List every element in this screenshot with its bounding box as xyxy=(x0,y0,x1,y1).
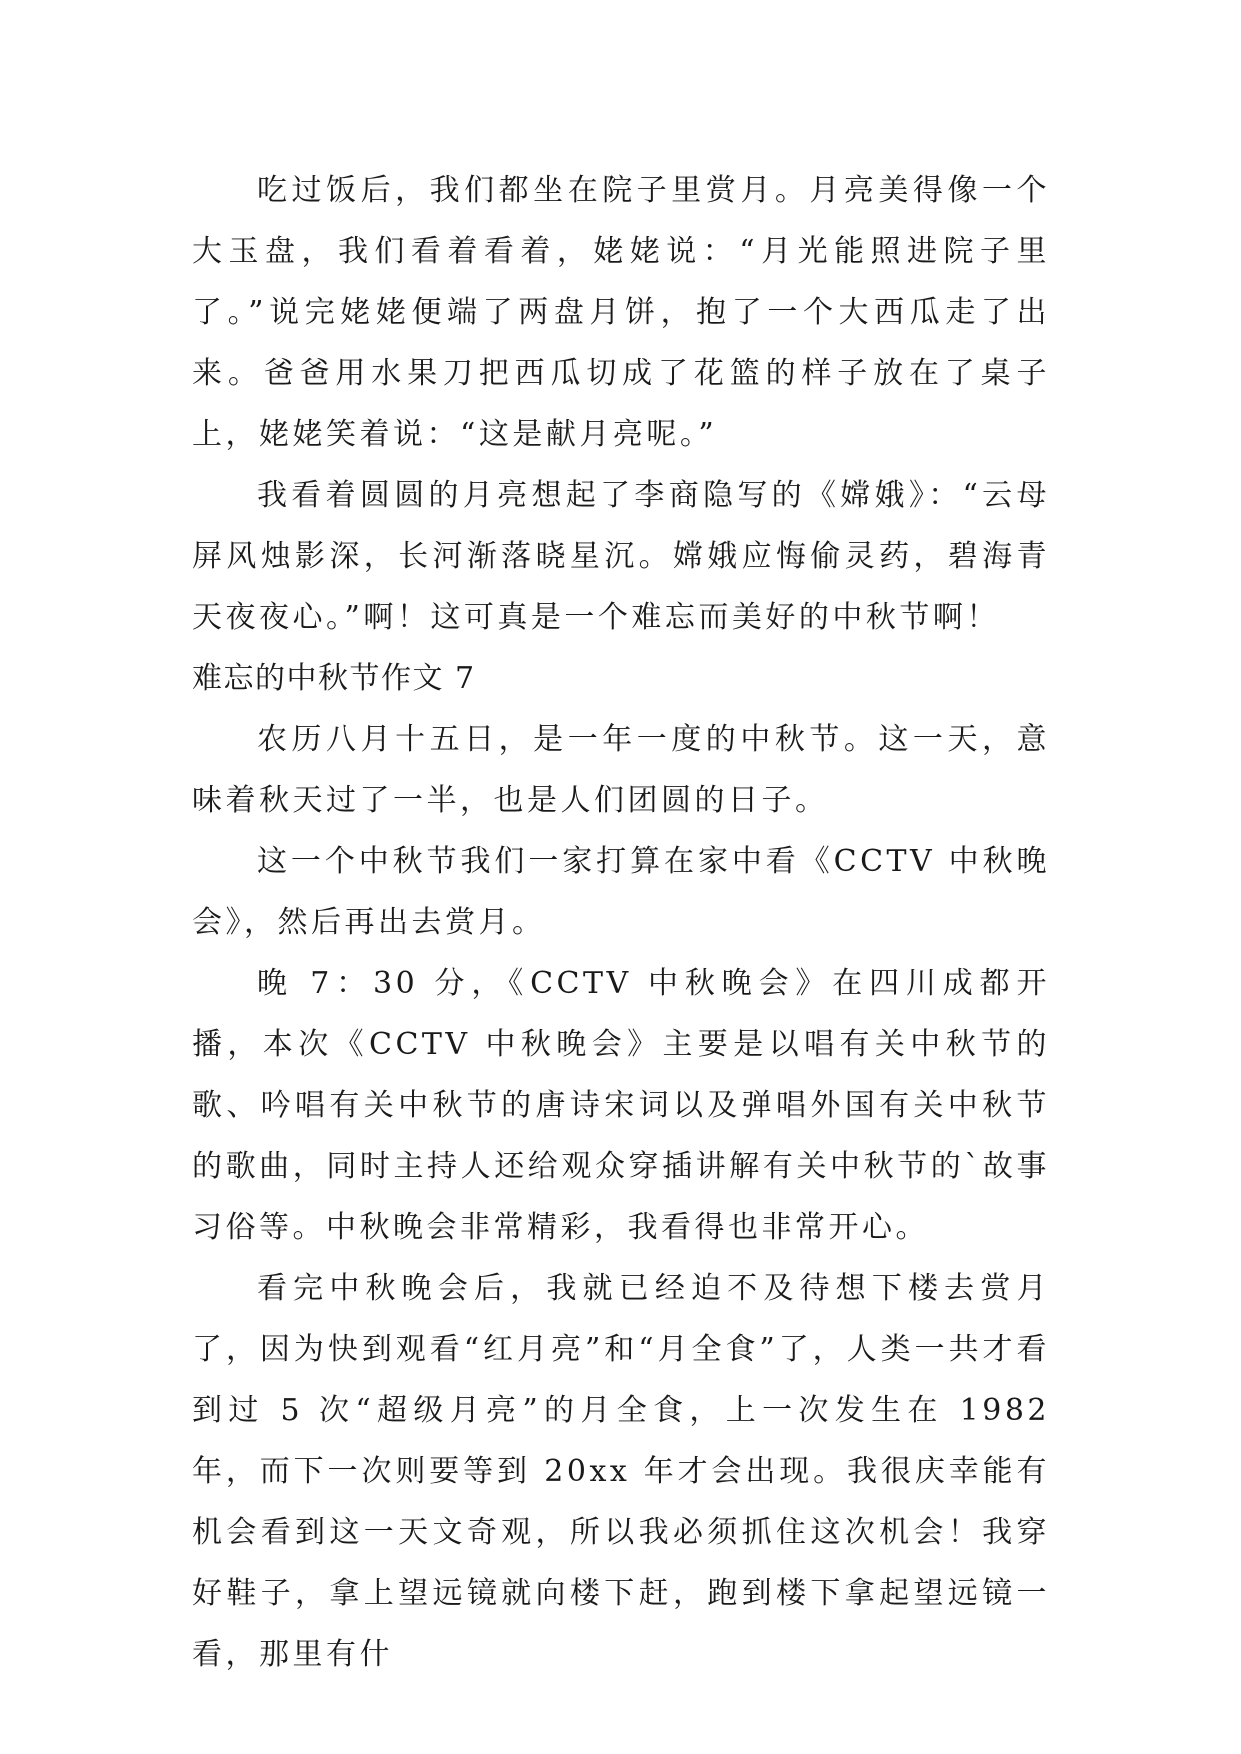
paragraph-5: 晚 7：30 分，《CCTV 中秋晚会》在四川成都开播，本次《CCTV 中秋晚会》主要是以唱有关中秋节的歌、吟唱有关中秋节的唐诗宋词以及弹唱外国有关中秋节的歌曲，同时主持人还给观众穿插讲解有关中秋节的`故事习俗等。中秋晚会非常精彩，我看得也非常开心。 xyxy=(192,966,1050,1245)
section-heading: 难忘的中秋节作文 7 xyxy=(192,661,476,696)
paragraph-3: 农历八月十五日，是一年一度的中秋节。这一天，意味着秋天过了一半，也是人们团圆的日子。 xyxy=(192,722,1050,818)
document-body xyxy=(192,160,1050,1685)
paragraph-4: 这一个中秋节我们一家打算在家中看《CCTV 中秋晚会》，然后再出去赏月。 xyxy=(192,844,1050,940)
paragraph-1: 吃过饭后，我们都坐在院子里赏月。月亮美得像一个大玉盘，我们看着看着，姥姥说：“月光能照进院子里了。”说完姥姥便端了两盘月饼，抱了一个大西瓜走了出来。爸爸用水果刀把西瓜切成了花篮的样子放在了桌子上，姥姥笑着说：“这是献月亮呢。” xyxy=(192,173,1050,452)
paragraph-2: 我看着圆圆的月亮想起了李商隐写的《嫦娥》：“云母屏风烛影深，长河渐落晓星沉。嫦娥应悔偷灵药，碧海青天夜夜心。”啊！这可真是一个难忘而美好的中秋节啊！ xyxy=(192,478,1050,635)
paragraph-6: 看完中秋晚会后，我就已经迫不及待想下楼去赏月了，因为快到观看“红月亮”和“月全食”了，人类一共才看到过 5 次“超级月亮”的月全食，上一次发生在 1982 年，而下一次则要等到 20xx 年才会出现。我很庆幸能有机会看到这一天文奇观，所以我必须抓住这次机会！我穿好鞋子，拿上望远镜就向楼下赶，跑到楼下拿起望远镜一看，那里有什 xyxy=(192,1271,1050,1672)
